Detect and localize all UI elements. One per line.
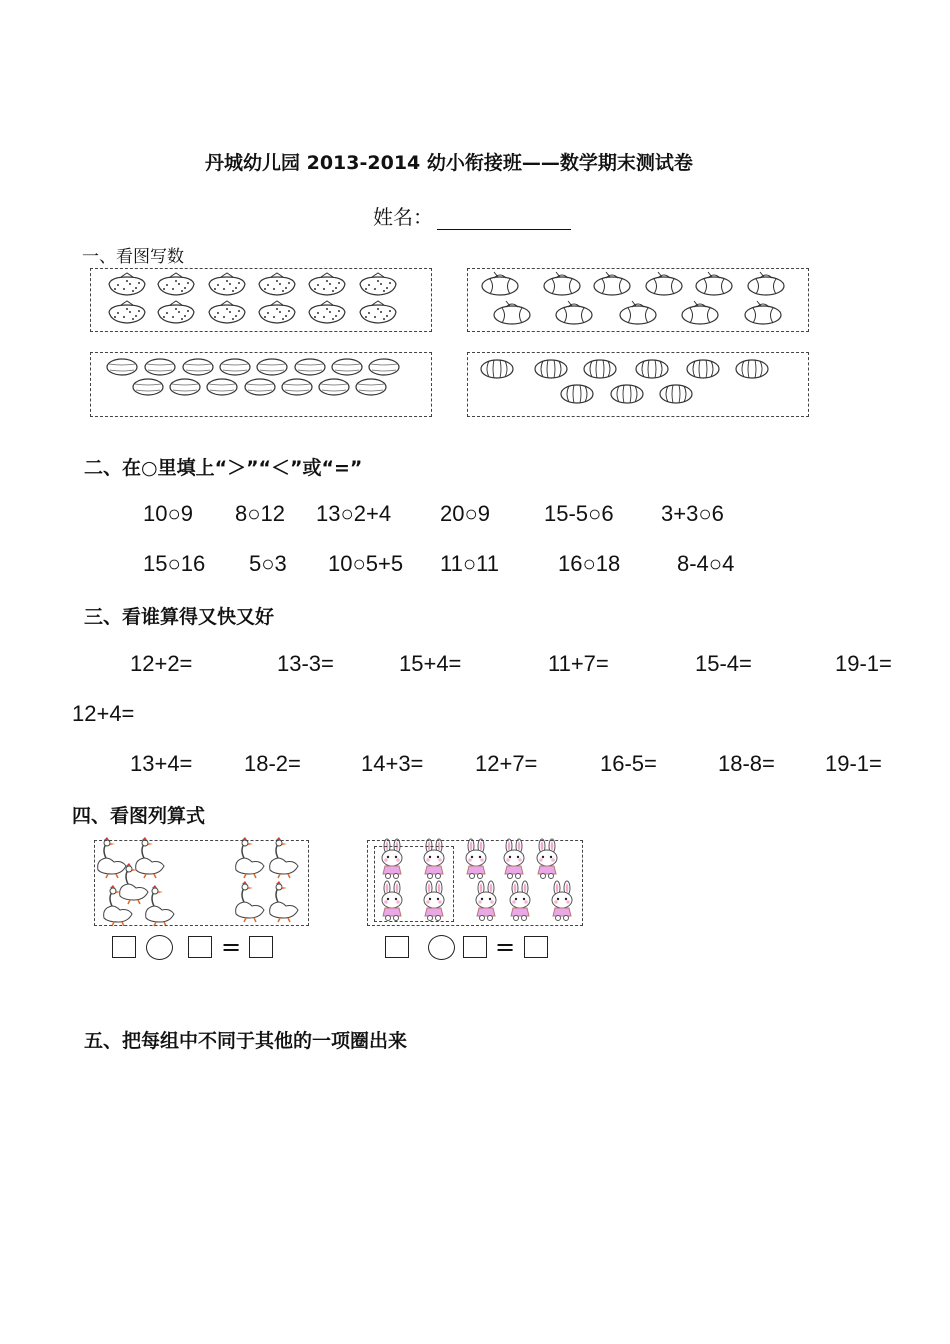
fruit-icon bbox=[356, 379, 386, 395]
equals-sign: = bbox=[221, 933, 242, 961]
answer-box[interactable] bbox=[524, 936, 548, 958]
compare-item[interactable]: 15○16 bbox=[143, 551, 206, 576]
pumpkin-icon bbox=[696, 272, 732, 295]
compare-item[interactable]: 16○18 bbox=[558, 551, 621, 576]
compare-item[interactable]: 20○9 bbox=[440, 501, 490, 526]
calc-item[interactable]: 14+3= bbox=[361, 751, 424, 776]
section1-heading: 一、看图写数 bbox=[82, 247, 184, 267]
operator-circle[interactable] bbox=[428, 935, 455, 960]
calc-item[interactable]: 16-5= bbox=[600, 751, 657, 776]
pumpkin-icon bbox=[556, 301, 592, 324]
answer-box[interactable] bbox=[385, 936, 409, 958]
fruit-icon bbox=[295, 359, 325, 375]
compare-item[interactable]: 11○11 bbox=[440, 551, 499, 576]
goose-picture bbox=[94, 840, 309, 926]
fruit-icon bbox=[220, 359, 250, 375]
strawberry-icon bbox=[209, 273, 245, 295]
melon-icon bbox=[636, 360, 668, 378]
calc-item[interactable]: 12+7= bbox=[475, 751, 538, 776]
compare-item[interactable]: 15-5○6 bbox=[544, 501, 614, 526]
compare-item[interactable]: 10○9 bbox=[143, 501, 193, 526]
compare-item[interactable]: 5○3 bbox=[249, 551, 287, 576]
strawberry-icon bbox=[259, 273, 295, 295]
strawberry-icon bbox=[259, 301, 295, 323]
melon-icon bbox=[736, 360, 768, 378]
melon-icon bbox=[584, 360, 616, 378]
strawberry-icon bbox=[360, 301, 396, 323]
pumpkin-icon bbox=[620, 301, 656, 324]
fruit-icon bbox=[257, 359, 287, 375]
fruit-icon bbox=[145, 359, 175, 375]
section3-heading: 三、看谁算得又快又好 bbox=[84, 606, 275, 628]
compare-item[interactable]: 10○5+5 bbox=[328, 551, 404, 576]
pumpkin-icon bbox=[482, 272, 518, 295]
answer-box[interactable] bbox=[112, 936, 136, 958]
strawberry-icon bbox=[309, 273, 345, 295]
fruit-icon bbox=[369, 359, 399, 375]
calc-item[interactable]: 19-1= bbox=[835, 651, 892, 676]
calc-item[interactable]: 13-3= bbox=[277, 651, 334, 676]
fruit-icon bbox=[207, 379, 237, 395]
strawberry-icon bbox=[109, 273, 145, 295]
pumpkin-icon bbox=[745, 301, 781, 324]
answer-box[interactable] bbox=[188, 936, 212, 958]
calc-item[interactable]: 18-2= bbox=[244, 751, 301, 776]
section5-heading: 五、把每组中不同于其他的一项圈出来 bbox=[84, 1030, 408, 1052]
answer-box[interactable] bbox=[463, 936, 487, 958]
pumpkin-icon bbox=[594, 272, 630, 295]
fruit-icon bbox=[319, 379, 349, 395]
section2-heading: 二、在○里填上“＞”“＜”或“=” bbox=[84, 457, 363, 479]
melon-icon bbox=[535, 360, 567, 378]
strawberry-icon bbox=[109, 301, 145, 323]
strawberry-icon bbox=[158, 273, 194, 295]
operator-circle[interactable] bbox=[146, 935, 173, 960]
compare-item[interactable]: 13○2+4 bbox=[316, 501, 392, 526]
strawberry-icon bbox=[360, 273, 396, 295]
pumpkin-icon bbox=[494, 301, 530, 324]
calc-item[interactable]: 11+7= bbox=[548, 651, 609, 676]
calc-item[interactable]: 12+4= bbox=[72, 701, 135, 726]
compare-item[interactable]: 8-4○4 bbox=[677, 551, 735, 576]
calc-item[interactable]: 12+2= bbox=[130, 651, 193, 676]
rabbit-divider bbox=[374, 846, 454, 922]
compare-item[interactable]: 3+3○6 bbox=[661, 501, 724, 526]
answer-box[interactable] bbox=[249, 936, 273, 958]
melon-icon bbox=[561, 385, 593, 403]
melon-icon bbox=[481, 360, 513, 378]
strawberry-icon bbox=[158, 301, 194, 323]
pumpkin-icon bbox=[682, 301, 718, 324]
calc-item[interactable]: 18-8= bbox=[718, 751, 775, 776]
name-label: 姓名： bbox=[373, 205, 433, 229]
compare-item[interactable]: 8○12 bbox=[235, 501, 285, 526]
fruit-icon bbox=[133, 379, 163, 395]
melon-icon bbox=[611, 385, 643, 403]
pumpkin-icon bbox=[544, 272, 580, 295]
strawberry-icon bbox=[209, 301, 245, 323]
pumpkin-icon bbox=[646, 272, 682, 295]
section4-heading: 四、看图列算式 bbox=[72, 805, 206, 827]
calc-item[interactable]: 15+4= bbox=[399, 651, 462, 676]
fruit-icon bbox=[170, 379, 200, 395]
equals-sign: = bbox=[495, 933, 516, 961]
calc-item[interactable]: 13+4= bbox=[130, 751, 193, 776]
page-title: 丹城幼儿园 2013-2014 幼小衔接班——数学期末测试卷 bbox=[205, 152, 693, 174]
pumpkin-icon bbox=[748, 272, 784, 295]
calc-item[interactable]: 19-1= bbox=[825, 751, 882, 776]
melon-icon bbox=[687, 360, 719, 378]
strawberry-icon bbox=[309, 301, 345, 323]
melon-icon bbox=[660, 385, 692, 403]
fruit-icon bbox=[332, 359, 362, 375]
fruit-icon bbox=[183, 359, 213, 375]
fruit-icon bbox=[107, 359, 137, 375]
fruit-icon bbox=[245, 379, 275, 395]
fruit-icon bbox=[282, 379, 312, 395]
calc-item[interactable]: 15-4= bbox=[695, 651, 752, 676]
